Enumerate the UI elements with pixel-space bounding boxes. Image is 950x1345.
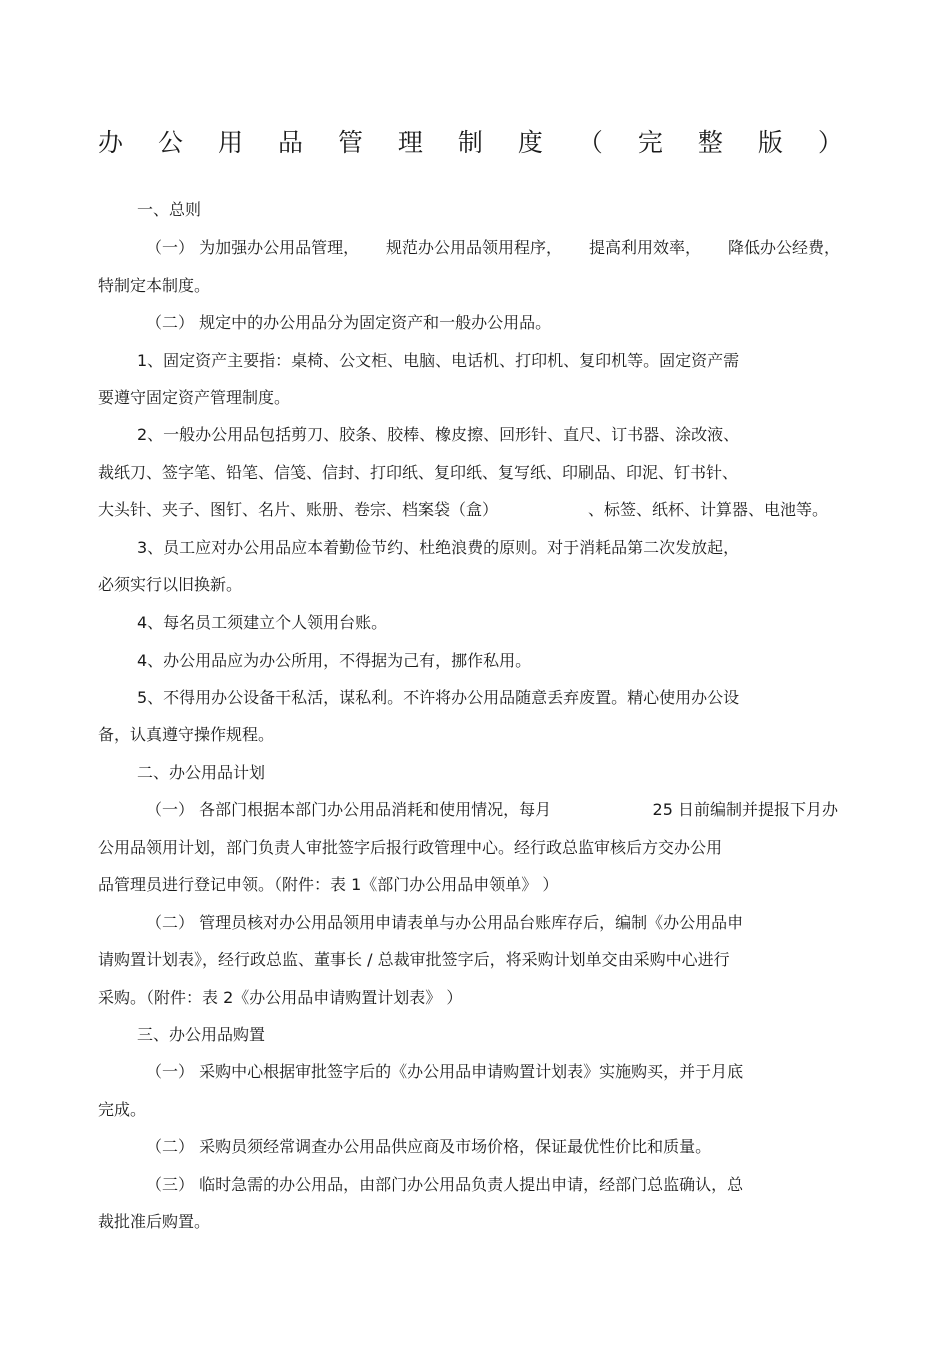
title-char: 度 <box>517 128 543 157</box>
paragraph-line: 裁纸刀、签字笔、铅笔、信笺、信封、打印纸、复印纸、复写纸、印刷品、印泥、钉书针、 <box>98 463 739 482</box>
text-segment: 、标签、纸杯、计算器、电池等。 <box>587 500 828 519</box>
paragraph-line <box>98 499 828 521</box>
paragraph-line: 完成。 <box>98 1100 147 1119</box>
title-char: 公 <box>157 128 183 157</box>
paragraph-line: 4、办公用品应为办公所用，不得据为己有，挪作私用。 <box>137 651 532 670</box>
section-heading-plan: 二、办公用品计划 <box>137 763 266 782</box>
section-heading-general: 一、总则 <box>137 200 202 219</box>
text-segment: 提高利用效率， <box>589 238 702 257</box>
paragraph-line: （三） 临时急需的办公用品，由部门办公用品负责人提出申请，经部门总监确认，总 <box>146 1175 744 1194</box>
title-char: 完 <box>637 128 663 157</box>
text-segment: （一） 各部门根据本部门办公用品消耗和使用情况，每月 <box>146 800 552 819</box>
title-char: 理 <box>397 128 423 157</box>
title-char: 办 <box>98 128 124 157</box>
paragraph-line: 品管理员进行登记申领。（附件：表 1《部门办公用品申领单》 ） <box>98 875 559 894</box>
paragraph-line: 备，认真遵守操作规程。 <box>98 725 275 744</box>
paragraph-line: 请购置计划表》，经行政总监、董事长 / 总裁审批签字后，将采购计划单交由采购中心进行 <box>98 950 730 969</box>
paragraph-line: （一） 采购中心根据审批签字后的《办公用品申请购置计划表》实施购买，并于月底 <box>146 1062 744 1081</box>
paragraph-line <box>146 237 840 259</box>
title-char: 管 <box>337 128 363 157</box>
text-segment: 降低办公经费， <box>727 238 840 257</box>
title-char: 版 <box>757 128 783 157</box>
title-char: 用 <box>217 128 243 157</box>
paragraph-line: （二） 管理员核对办公用品领用申请表单与办公用品台账库存后，编制《办公用品申 <box>146 913 744 932</box>
text-segment: 规范办公用品领用程序， <box>386 238 563 257</box>
title-char: ） <box>817 128 843 157</box>
paragraph-line: （二） 规定中的办公用品分为固定资产和一般办公用品。 <box>146 313 552 332</box>
paragraph-line <box>146 799 838 821</box>
paragraph-line: 2、一般办公用品包括剪刀、胶条、胶棒、橡皮擦、回形针、直尺、订书器、涂改液、 <box>137 425 740 444</box>
paragraph-line: 要遵守固定资产管理制度。 <box>98 388 291 407</box>
text-segment: 大头针、夹子、图钉、名片、账册、卷宗、档案袋（盒） <box>98 500 499 519</box>
paragraph-line: 必须实行以旧换新。 <box>98 575 243 594</box>
paragraph-line: 采购。（附件：表 2《办公用品申请购置计划表》 ） <box>98 988 463 1007</box>
title-char: 品 <box>277 128 303 157</box>
text-segment: （一） 为加强办公用品管理， <box>146 238 360 257</box>
paragraph-line: （二） 采购员须经常调查办公用品供应商及市场价格，保证最优性价比和质量。 <box>146 1137 712 1156</box>
paragraph-line: 4、每名员工须建立个人领用台账。 <box>137 613 388 632</box>
text-segment: 25 日前编制并提报下月办 <box>652 800 838 819</box>
paragraph-line: 裁批准后购置。 <box>98 1212 211 1231</box>
paragraph-line: 公用品领用计划，部门负责人审批签字后报行政管理中心。经行政总监审核后方交办公用 <box>98 838 723 857</box>
paragraph-line: 3、员工应对办公用品应本着勤俭节约、杜绝浪费的原则。对于消耗品第二次发放起， <box>137 538 740 557</box>
title-char: 制 <box>457 128 483 157</box>
paragraph-line: 1、固定资产主要指：桌椅、公文柜、电脑、电话机、打印机、复印机等。固定资产需 <box>137 351 740 370</box>
title-char: （ <box>577 128 603 157</box>
paragraph-line: 5、不得用办公设备干私活，谋私利。不许将办公用品随意丢弃废置。精心使用办公设 <box>137 688 740 707</box>
document-title <box>98 126 843 160</box>
title-char: 整 <box>697 128 723 157</box>
paragraph-line: 特制定本制度。 <box>98 276 211 295</box>
section-heading-purchase: 三、办公用品购置 <box>137 1025 266 1044</box>
